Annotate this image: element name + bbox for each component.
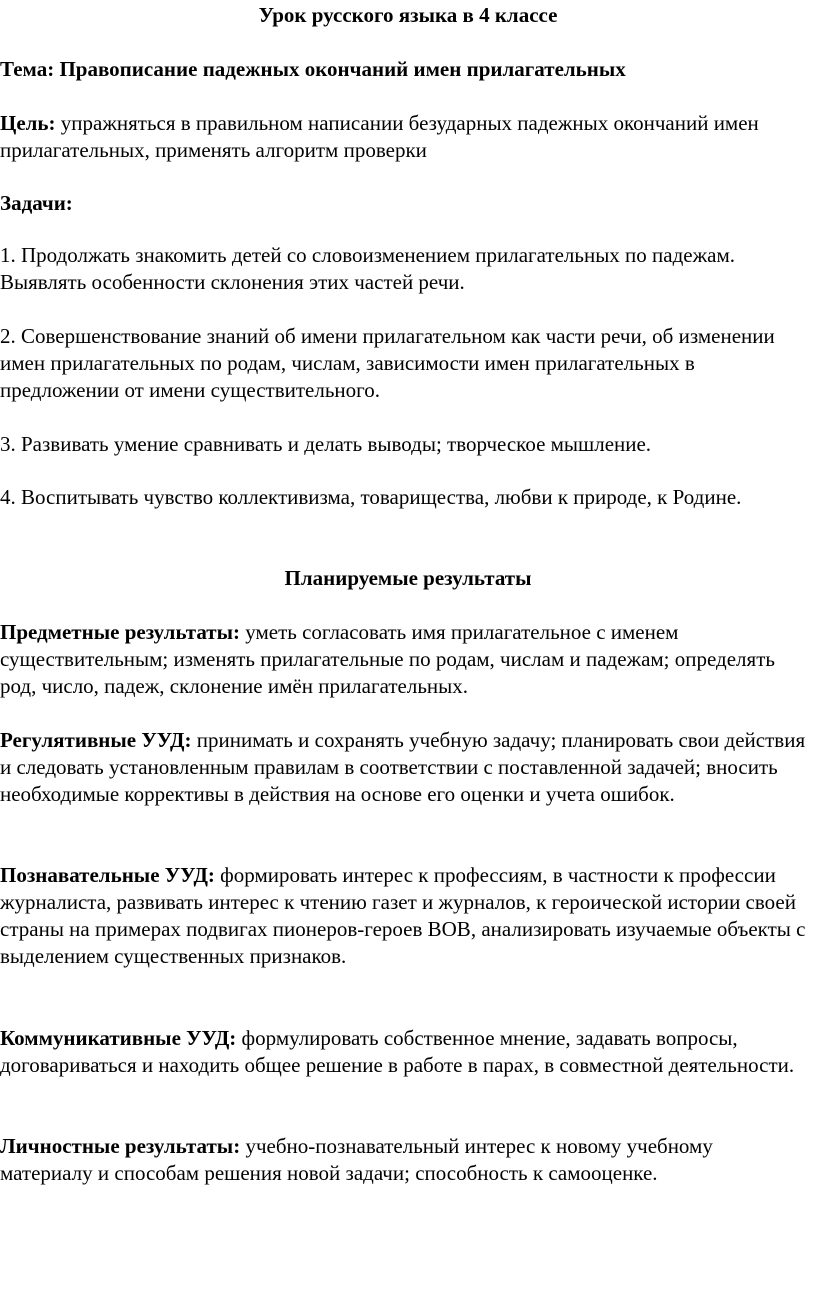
subject-results-text: уметь согласовать имя прилагательное с именем существительным; изменять прилагательные по родам, числам и падежам; определять род, число, падеж, склонение имён прилагательных. bbox=[0, 620, 775, 698]
regulatory-uud-label: Регулятивные УУД: bbox=[0, 728, 192, 752]
communicative-uud-text: формулировать собственное мнение, задавать вопросы, договариваться и находить общее решение в работе в парах, в совместной деятельности. bbox=[0, 1026, 795, 1077]
subject-results-paragraph bbox=[0, 619, 808, 700]
personal-results-label: Личностные результаты: bbox=[0, 1134, 241, 1158]
topic-text: Правописание падежных окончаний имен прилагательных bbox=[54, 57, 626, 81]
goal-label: Цель: bbox=[0, 111, 56, 135]
cognitive-uud-label: Познавательные УУД: bbox=[0, 863, 215, 887]
topic-paragraph bbox=[0, 56, 808, 83]
goal-text: упражняться в правильном написании безударных падежных окончаний имен прилагательных, применять алгоритм проверки bbox=[0, 111, 759, 162]
lesson-title: Урок русского языка в 4 классе bbox=[258, 3, 558, 27]
planned-results-heading: Планируемые результаты bbox=[284, 566, 532, 590]
task-item-1: 1. Продолжать знакомить детей со словоизменением прилагательных по падежам. Выявлять особенности склонения этих частей речи. bbox=[0, 243, 735, 294]
task-item-3: 3. Развивать умение сравнивать и делать выводы; творческое мышление. bbox=[0, 432, 652, 456]
topic-label: Тема: bbox=[0, 57, 55, 81]
tasks-heading: Задачи: bbox=[0, 191, 73, 215]
task-item-2: 2. Совершенствование знаний об имени прилагательном как части речи, об изменении имен прилагательных по родам, числам, зависимости имен прилагательных в предложении от имени существительного. bbox=[0, 324, 775, 402]
cognitive-uud-text: формировать интерес к профессиям, в частности к профессии журналиста, развивать интерес к чтению газет и журналов, к героической истории своей страны на примерах подвигах пионеров-героев ВОВ, анализировать изучаемые объекты с выделением существенных признаков. bbox=[0, 863, 806, 968]
personal-results-text: учебно-познавательный интерес к новому учебному материалу и способам решения новой задачи; способность к самооценке. bbox=[0, 1134, 713, 1185]
subject-results-label: Предметные результаты: bbox=[0, 620, 240, 644]
personal-results-paragraph bbox=[0, 1133, 808, 1187]
regulatory-uud-text: принимать и сохранять учебную задачу; планировать свои действия и следовать установленным правилам в соответствии с поставленной задачей; вносить необходимые коррективы в действия на основе его оценки и учета ошибок. bbox=[0, 728, 806, 806]
task-item-4: 4. Воспитывать чувство коллективизма, товарищества, любви к природе, к Родине. bbox=[0, 485, 742, 509]
cognitive-uud-paragraph bbox=[0, 862, 808, 970]
goal-paragraph bbox=[0, 110, 808, 164]
regulatory-uud-paragraph bbox=[0, 727, 808, 808]
communicative-uud-label: Коммуникативные УУД: bbox=[0, 1026, 237, 1050]
communicative-uud-paragraph bbox=[0, 1025, 808, 1079]
